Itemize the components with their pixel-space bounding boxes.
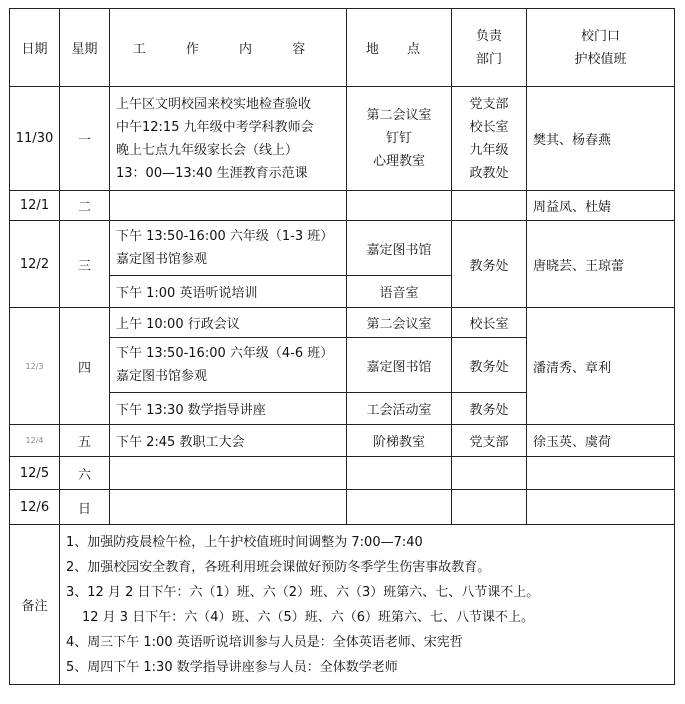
row-weekday: 六 (60, 457, 110, 490)
row-dept: 党支部 (452, 425, 527, 457)
row-work: 下午 1:00 英语听说培训 (110, 276, 347, 308)
row-dept: 教务处 (452, 393, 527, 425)
row-weekday: 三 (60, 221, 110, 308)
note-item: 5、周四下午 1:30 数学指导讲座参与人员：全体数学老师 (66, 659, 398, 675)
note-item: 1、加强防疫晨检午检，上午护校值班时间调整为 7:00—7:40 (66, 534, 423, 550)
row-work (110, 338, 347, 393)
row-work (110, 457, 347, 490)
header-weekday: 星期 (60, 9, 110, 87)
row-duty: 唐晓芸、王琼蕾 (527, 221, 675, 308)
row-duty (527, 490, 675, 525)
row-location: 嘉定图书馆 (347, 338, 452, 393)
note-item: 3、12 月 2 日下午：六（1）班、六（2）班、六（3）班第六、七、八节课不上。 (66, 584, 540, 600)
table-row (10, 425, 675, 457)
note-item: 4、周三下午 1:00 英语听说培训参与人员是：全体英语老师、宋宪哲 (66, 634, 463, 650)
notes-row (10, 525, 675, 685)
location-line: 第二会议室 (366, 108, 432, 123)
row-weekday: 五 (60, 425, 110, 457)
row-dept (452, 457, 527, 490)
header-dept (452, 9, 527, 87)
table-row (10, 191, 675, 221)
dept-line: 政教处 (469, 165, 509, 181)
row-location (347, 87, 452, 191)
row-weekday: 一 (60, 87, 110, 191)
table-row (10, 457, 675, 490)
row-dept: 教务处 (452, 338, 527, 393)
row-date: 12/4 (10, 425, 60, 457)
dept-line: 校长室 (469, 119, 509, 135)
table-row (10, 87, 675, 191)
row-location: 阶梯教室 (347, 425, 452, 457)
work-line: 下午 13:50-16:00 六年级（1-3 班） (116, 229, 334, 244)
row-location: 第二会议室 (347, 308, 452, 338)
header-duty-line1: 校门口 (580, 28, 620, 44)
row-duty (527, 457, 675, 490)
header-location: 地 点 (347, 9, 452, 87)
header-dept-line1: 负责 (475, 28, 502, 44)
row-location: 工会活动室 (347, 393, 452, 425)
row-weekday: 日 (60, 490, 110, 525)
header-duty (527, 9, 675, 87)
work-line: 嘉定图书馆参观 (116, 369, 208, 384)
header-date: 日期 (10, 9, 60, 87)
row-duty: 樊其、杨春燕 (527, 87, 675, 191)
row-work (110, 221, 347, 276)
row-location (347, 191, 452, 221)
table-row (10, 308, 675, 338)
table-row (10, 221, 675, 276)
row-work: 下午 13:30 数学指导讲座 (110, 393, 347, 425)
row-duty: 徐玉英、虞荷 (527, 425, 675, 457)
row-date: 12/5 (10, 457, 60, 490)
row-work: 上午 10:00 行政会议 (110, 308, 347, 338)
row-location: 嘉定图书馆 (347, 221, 452, 276)
dept-line: 九年级 (469, 142, 509, 158)
note-item: 2、加强校园安全教育，各班利用班会课做好预防冬季学生伤害事故教育。 (66, 559, 491, 575)
row-work: 下午 2:45 教职工大会 (110, 425, 347, 457)
header-work: 工 作 内 容 (110, 9, 347, 87)
work-line: 中午12:15 九年级中考学科教师会 (116, 119, 314, 135)
row-work (110, 490, 347, 525)
row-date: 12/2 (10, 221, 60, 308)
notes-label: 备注 (10, 525, 60, 685)
row-work (110, 191, 347, 221)
notes-content (60, 525, 675, 685)
work-line: 晚上七点九年级家长会（线上） (116, 142, 299, 158)
work-line: 嘉定图书馆参观 (116, 252, 208, 267)
row-dept: 校长室 (452, 308, 527, 338)
row-work (110, 87, 347, 191)
row-weekday: 二 (60, 191, 110, 221)
row-date: 11/30 (10, 87, 60, 191)
row-date: 12/3 (10, 308, 60, 425)
row-duty: 周益凤、杜婧 (527, 191, 675, 221)
row-dept: 教务处 (452, 221, 527, 308)
work-line: 下午 13:50-16:00 六年级（4-6 班） (116, 346, 334, 361)
header-row (10, 9, 675, 87)
row-weekday: 四 (60, 308, 110, 425)
row-location: 语音室 (347, 276, 452, 308)
row-date: 12/6 (10, 490, 60, 525)
header-duty-line2: 护校值班 (574, 51, 627, 67)
row-date: 12/1 (10, 191, 60, 221)
row-location (347, 490, 452, 525)
dept-line: 党支部 (469, 96, 509, 112)
row-dept (452, 191, 527, 221)
location-line: 心理教室 (372, 154, 425, 169)
weekly-schedule-table (9, 8, 675, 685)
location-line: 钉钉 (385, 131, 412, 146)
row-location (347, 457, 452, 490)
work-line: 上午区文明校园来校实地检查验收 (116, 96, 312, 112)
header-dept-line2: 部门 (475, 51, 502, 67)
row-duty: 潘清秀、章利 (527, 308, 675, 425)
work-line: 13：00—13:40 生涯教育示范课 (116, 165, 308, 181)
row-dept (452, 490, 527, 525)
note-item: 12 月 3 日下午：六（4）班、六（5）班、六（6）班第六、七、八节课不上。 (82, 609, 535, 625)
table-row (10, 490, 675, 525)
row-dept (452, 87, 527, 191)
